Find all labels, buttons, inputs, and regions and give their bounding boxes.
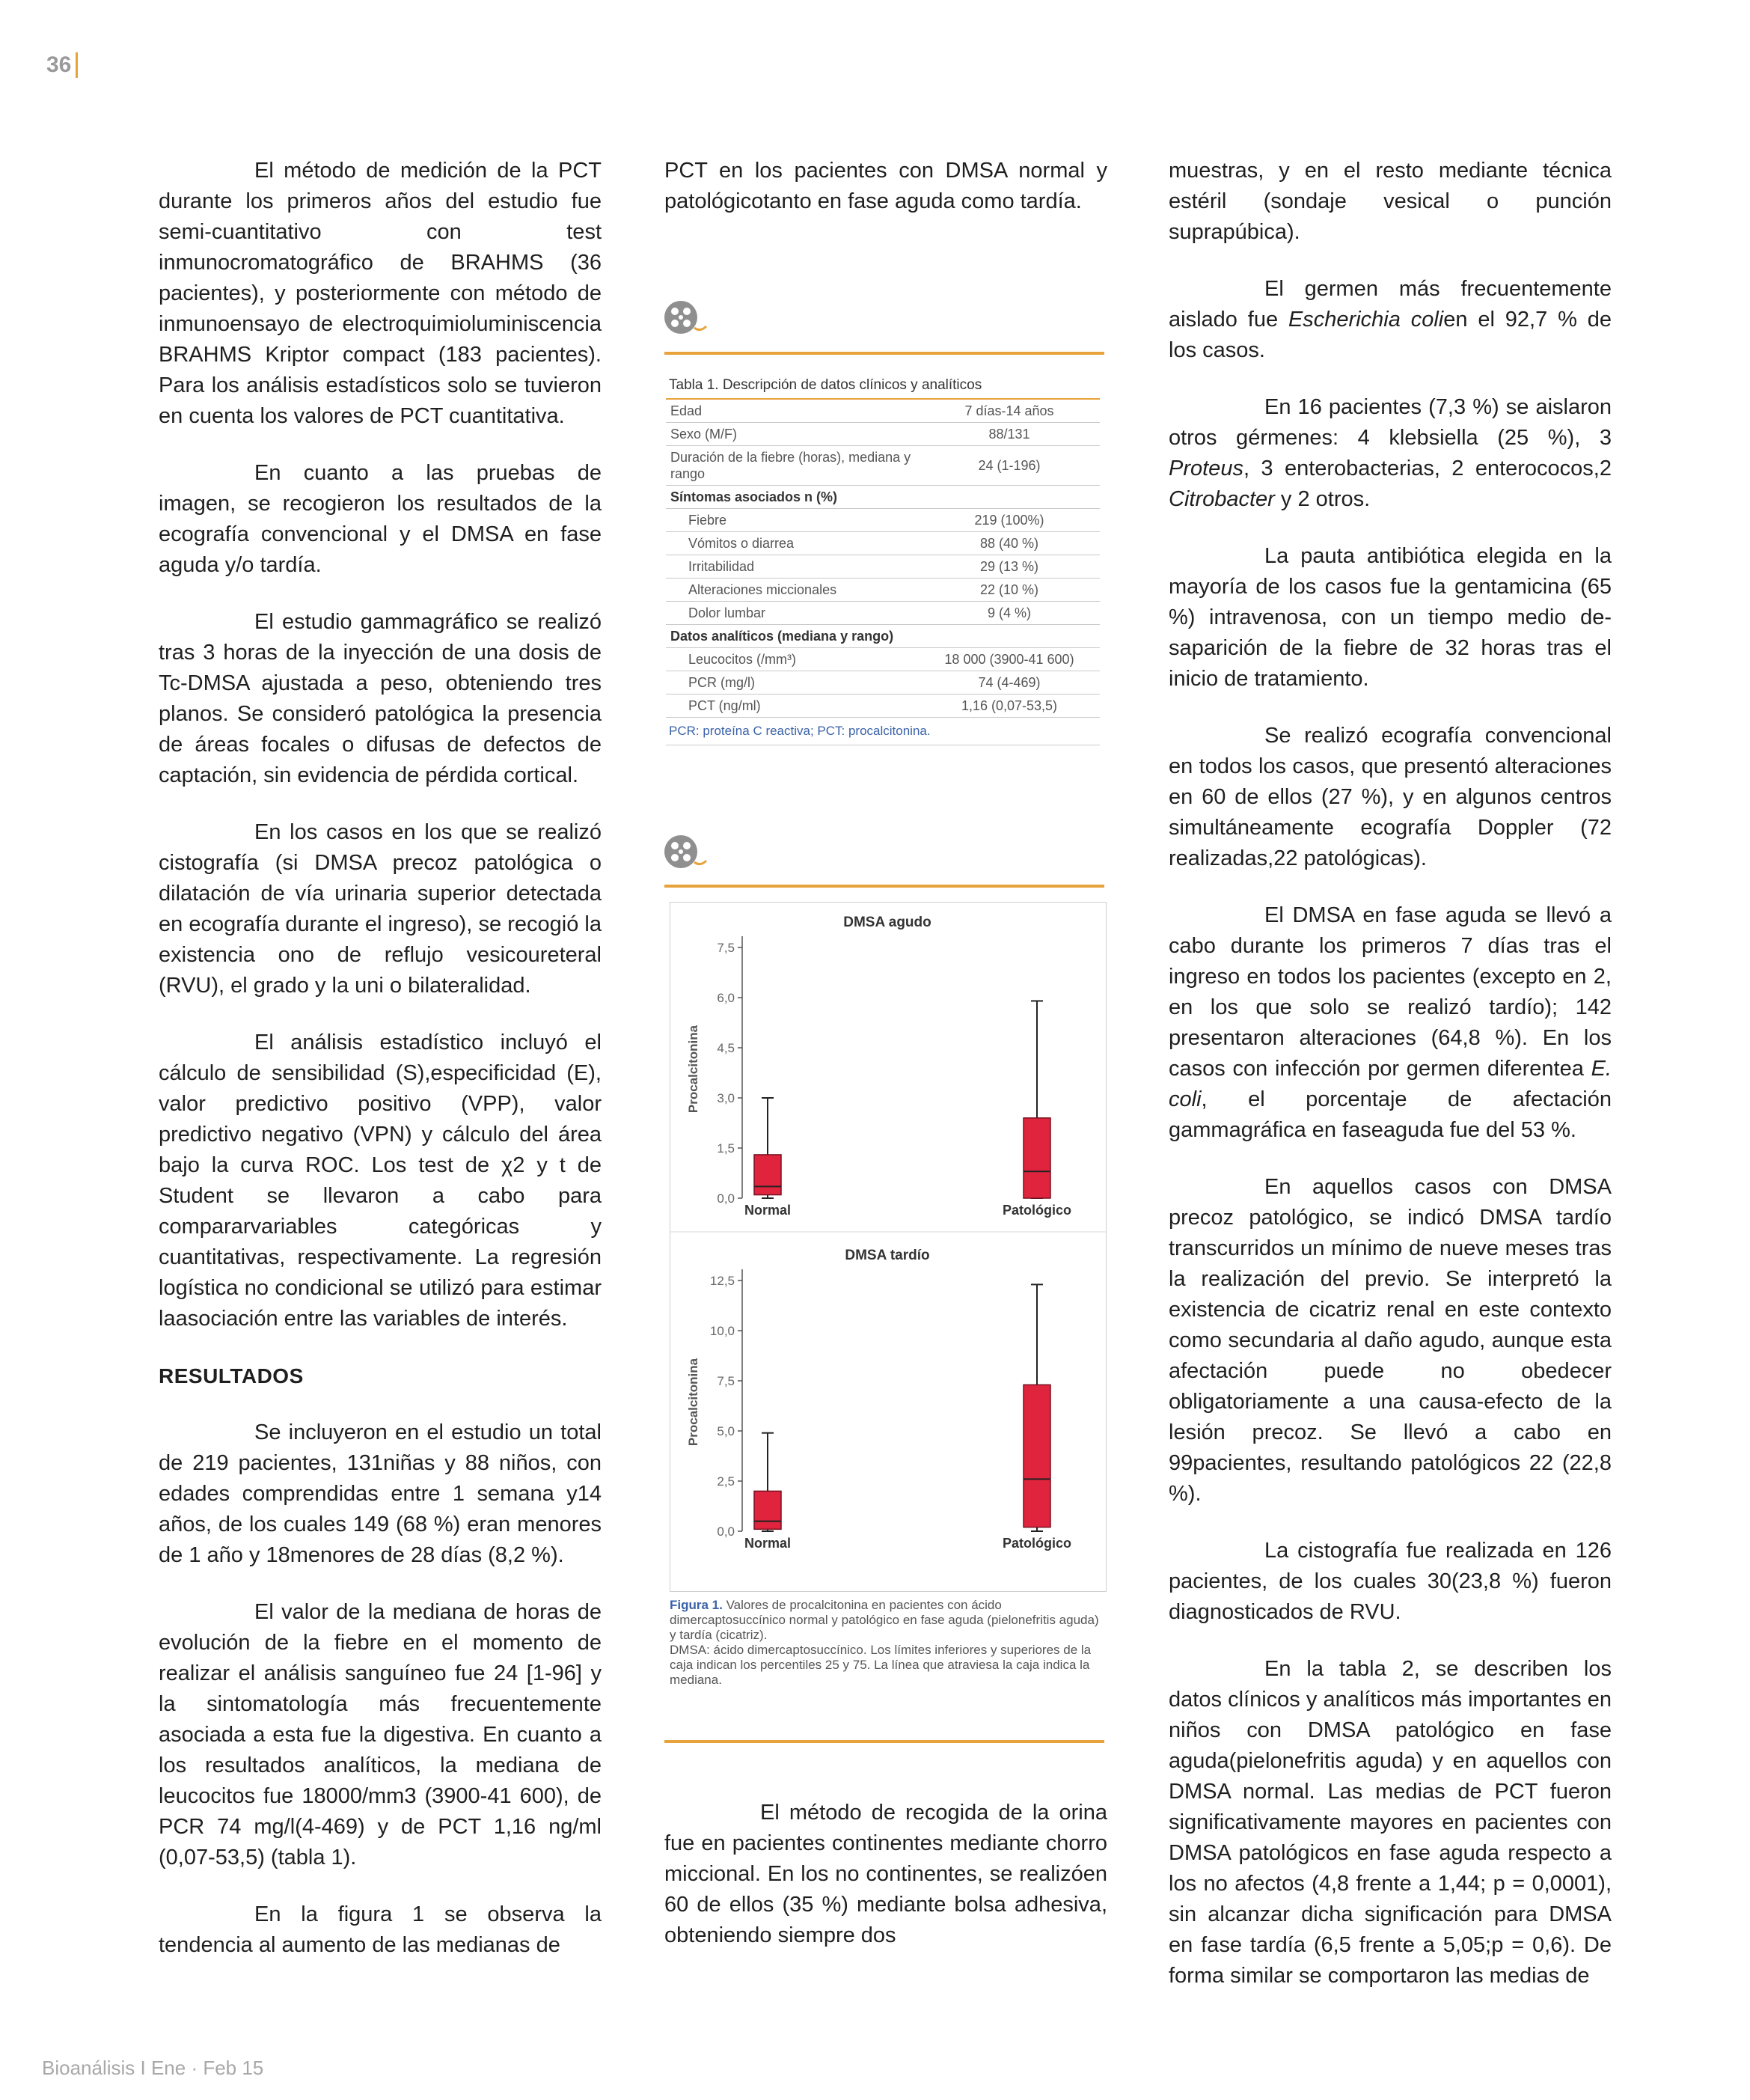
- table-cell-label: Datos analíticos (mediana y rango): [666, 625, 919, 648]
- paragraph: En 16 pacientes (7,3 %) se aislaron otros gérmenes: 4 klebsiella (25 %), 3 Proteus, 3 enterobacterias, 2 enterococos,2 Citrobacter y 2 otros.: [1169, 395, 1612, 511]
- table-cell-label: Edad: [666, 400, 919, 423]
- page-number: 36: [46, 52, 78, 78]
- boxplot-chart: [670, 903, 1106, 1591]
- paragraph: En aquellos casos con DMSA precoz patológico, se indicó DMSA tardío transcurridos un mínimo de nueve meses tras la realización del previo. Se interpretó la existencia de cicatriz renal en este contexto como secundaria al daño agudo, aunque esta afectación puede no obedecer obligatoriamente a una causa-efecto de la lesión precoz. Se llevó a cabo en 99pacientes, resultando patológicos 22 (22,8 %).: [1169, 1175, 1612, 1506]
- figure-label: Figura 1.: [670, 1598, 723, 1612]
- category-label: Patológico: [1002, 1536, 1072, 1551]
- figure-caption: [670, 1598, 1105, 1688]
- table-row: [666, 579, 1100, 602]
- paragraph: Se realizó ecografía convencional en todos los casos, que presentó alteraciones en 60 de ellos (27 %), y en algunos centros simultáneamente ecografía Doppler (72 realizadas,22 patológicas).: [1169, 724, 1612, 870]
- y-tick-label: 2,5: [717, 1474, 735, 1489]
- table-row: [666, 695, 1100, 718]
- paragraph: En los casos en los que se realizó cistografía (si DMSA precoz patológica o dilatación de vía urinaria superior detectada en ecografía durante el ingreso), se recogió la existencia ono de reflujo vesicoureteral (RVU), el grado y la uni o bilateralidad.: [159, 820, 602, 998]
- box: [1024, 1118, 1050, 1198]
- table-cell-value: 88 (40 %): [919, 532, 1100, 555]
- table-cell-label: Fiebre: [666, 509, 919, 532]
- paragraph: El método de medición de la PCT durante los primeros años del estudio fue semi-cuantitativo con test inmunocromatográfico de BRAHMS (36 pacientes), y posteriormente con método de inmunoensayo de electroquimioluminiscencia BRAHMS Kriptor compact (183 pacientes). Para los análisis estadísticos solo se tuvieron en cuenta los valores de PCT cuantitativa.: [159, 159, 602, 428]
- y-tick-label: 0,0: [717, 1191, 735, 1206]
- category-label: Normal: [744, 1536, 792, 1551]
- film-reel-icon: [661, 832, 714, 871]
- table-cell-value: 29 (13 %): [919, 555, 1100, 579]
- table-row: [666, 532, 1100, 555]
- figure-1: [670, 902, 1107, 1592]
- table-cell-value: 24 (1-196): [919, 446, 1100, 486]
- paragraph: El DMSA en fase aguda se llevó a cabo durante los primeros 7 días tras el ingreso en todos los pacientes (excepto en 2, en los que solo se realizó tardío); 142 presentaron alteraciones (64,8 %). En los casos con infección por germen diferentea E. coli, el porcentaje de afectación gammagráfica en faseaguda fue del 53 %.: [1169, 903, 1612, 1142]
- paragraph: El método de recogida de la orina fue en pacientes continentes mediante chorro miccional. En los no continentes, se realizóen 60 de ellos (35 %) mediante bolsa adhesiva, obteniendo siempre dos: [664, 1801, 1107, 1947]
- y-tick-label: 7,5: [717, 1374, 735, 1388]
- table-cell-label: Irritabilidad: [666, 555, 919, 579]
- table-cell-value: 219 (100%): [919, 509, 1100, 532]
- table-cell-value: 22 (10 %): [919, 579, 1100, 602]
- table-cell-value: 1,16 (0,07-53,5): [919, 695, 1100, 718]
- column-left: [159, 156, 602, 1987]
- box: [1024, 1385, 1050, 1527]
- y-tick-label: 12,5: [709, 1274, 735, 1288]
- column-middle-bottom: [664, 1798, 1107, 1977]
- y-tick-label: 5,0: [717, 1424, 735, 1438]
- y-tick-label: 4,5: [717, 1041, 735, 1055]
- page-footer: Bioanálisis I Ene · Feb 15: [42, 2057, 264, 2079]
- table-row: [666, 446, 1100, 486]
- table-cell-label: Sexo (M/F): [666, 423, 919, 446]
- table-note: PCR: proteína C reactiva; PCT: procalcitonina.: [666, 718, 1100, 745]
- figure-caption-text: Valores de procalcitonina en pacientes con ácido dimercaptosuccínico normal y patológico en fase aguda (pielonefritis aguda) y tardía (cicatriz).: [670, 1598, 1099, 1642]
- table-cell-label: Duración de la fiebre (horas), mediana y rango: [666, 446, 919, 486]
- paragraph: La pauta antibiótica elegida en la mayoría de los casos fue la gentamicina (65 %) intravenosa, con un tiempo medio de-saparición de la fiebre de 32 horas tras el inicio de tratamiento.: [1169, 544, 1612, 691]
- table-cell-value: 88/131: [919, 423, 1100, 446]
- box: [754, 1155, 781, 1195]
- table-row: [666, 509, 1100, 532]
- paragraph: El valor de la mediana de horas de evolución de la fiebre en el momento de realizar el análisis sanguíneo fue 24 [1-96] y la sintomatología más frecuentemente asociada a esta fue la digestiva. En cuanto a los resultados analíticos, la mediana de leucocitos fue 18000/mm3 (3900-41 600), de PCR 74 mg/l(4-469) y de PCT 1,16 ng/ml (0,07-53,5) (tabla 1).: [159, 1600, 602, 1869]
- table-cell-label: PCR (mg/l): [666, 671, 919, 695]
- paragraph: En cuanto a las pruebas de imagen, se recogieron los resultados de la ecografía convencional y el DMSA en fase aguda y/o tardía.: [159, 461, 602, 577]
- paragraph: muestras, y en el resto mediante técnica estéril (sondaje vesical o punción suprapúbica).: [1169, 159, 1612, 244]
- table-cell-label: Leucocitos (/mm³): [666, 648, 919, 671]
- divider: [664, 1740, 1104, 1743]
- paragraph: El estudio gammagráfico se realizó tras 3 horas de la inyección de una dosis de Tc-DMSA ajustada a peso, obteniendo tres planos. Se consideró patológica la presencia de áreas focales o difusas de defectos de captación, sin evidencia de pérdida cortical.: [159, 610, 602, 787]
- table-cell-value: 7 días-14 años: [919, 400, 1100, 423]
- paragraph: En la tabla 2, se describen los datos clínicos y analíticos más importantes en niños con DMSA patológico en fase aguda(pielonefritis aguda) y en aquellos con DMSA normal. Las medias de PCT fueron significativamente mayores en pacientes con DMSA patológicos en fase aguda respecto a los no afectos (4,8 frente a 1,44; p = 0,0001), sin alcanzar dicha significación para DMSA en fase tardía (6,5 frente a 5,05;p = 0,6). De forma similar se comportaron las medias de: [1169, 1657, 1612, 1988]
- divider: [664, 885, 1104, 888]
- table-caption: Tabla 1. Descripción de datos clínicos y analíticos: [666, 373, 1100, 400]
- chart-title: DMSA tardío: [845, 1248, 930, 1263]
- y-tick-label: 1,5: [717, 1141, 735, 1156]
- paragraph: Se incluyeron en el estudio un total de 219 pacientes, 131niñas y 88 niños, con edades comprendidas entre 1 semana y14 años, de los cuales 149 (68 %) eran menores de 1 año y 18menores de 28 días (8,2 %).: [159, 1420, 602, 1567]
- table-row: [666, 602, 1100, 625]
- paragraph: La cistografía fue realizada en 126 pacientes, de los cuales 30(23,8 %) fueron diagnosticados de RVU.: [1169, 1539, 1612, 1624]
- paragraph: El germen más frecuentemente aislado fue Escherichia colien el 92,7 % de los casos.: [1169, 277, 1612, 362]
- table-1: [666, 373, 1100, 745]
- y-tick-label: 6,0: [717, 991, 735, 1005]
- y-tick-label: 0,0: [717, 1524, 735, 1539]
- divider: [664, 352, 1104, 355]
- table-cell-label: Síntomas asociados n (%): [666, 486, 919, 509]
- table-row: [666, 625, 1100, 648]
- y-tick-label: 10,0: [709, 1324, 735, 1338]
- y-axis-label: Procalcitonina: [686, 1358, 700, 1447]
- table-cell-value: 9 (4 %): [919, 602, 1100, 625]
- table-row: [666, 423, 1100, 446]
- y-tick-label: 3,0: [717, 1091, 735, 1105]
- section-heading: RESULTADOS: [159, 1364, 304, 1388]
- y-axis-label: Procalcitonina: [686, 1025, 700, 1114]
- table-row: [666, 486, 1100, 509]
- table-cell-value: [919, 486, 1100, 509]
- table-cell-label: Dolor lumbar: [666, 602, 919, 625]
- table-row: [666, 400, 1100, 423]
- category-label: Normal: [744, 1203, 792, 1218]
- column-middle: [664, 156, 1107, 243]
- chart-title: DMSA agudo: [843, 915, 931, 930]
- box: [754, 1491, 781, 1529]
- table-cell-value: 18 000 (3900-41 600): [919, 648, 1100, 671]
- column-right: [1169, 156, 1612, 2018]
- table-cell-value: 74 (4-469): [919, 671, 1100, 695]
- table-cell-label: Alteraciones miccionales: [666, 579, 919, 602]
- paragraph: En la figura 1 se observa la tendencia al aumento de las medianas de: [159, 1902, 602, 1957]
- table-cell-value: [919, 625, 1100, 648]
- paragraph: El análisis estadístico incluyó el cálculo de sensibilidad (S),especificidad (E), valor predictivo positivo (VPP), valor predictivo negativo (VPN) y cálculo del área bajo la curva ROC. Los test de χ2 y t de Student se llevaron a cabo para compararvariables categóricas y cuantitativas, respectivamente. La regresión logística no condicional se utilizó para estimar laasociación entre las variables de interés.: [159, 1031, 602, 1331]
- table-cell-label: PCT (ng/ml): [666, 695, 919, 718]
- film-reel-icon: [661, 298, 714, 337]
- table-row: [666, 555, 1100, 579]
- category-label: Patológico: [1002, 1203, 1072, 1218]
- table-cell-label: Vómitos o diarrea: [666, 532, 919, 555]
- figure-caption-note: DMSA: ácido dimercaptosuccínico. Los límites inferiores y superiores de la caja indican los percentiles 25 y 75. La línea que atraviesa la caja indica la mediana.: [670, 1643, 1092, 1687]
- table-row: [666, 648, 1100, 671]
- y-tick-label: 7,5: [717, 941, 735, 955]
- paragraph: PCT en los pacientes con DMSA normal y patológicotanto en fase aguda como tardía.: [664, 159, 1107, 213]
- table-row: [666, 671, 1100, 695]
